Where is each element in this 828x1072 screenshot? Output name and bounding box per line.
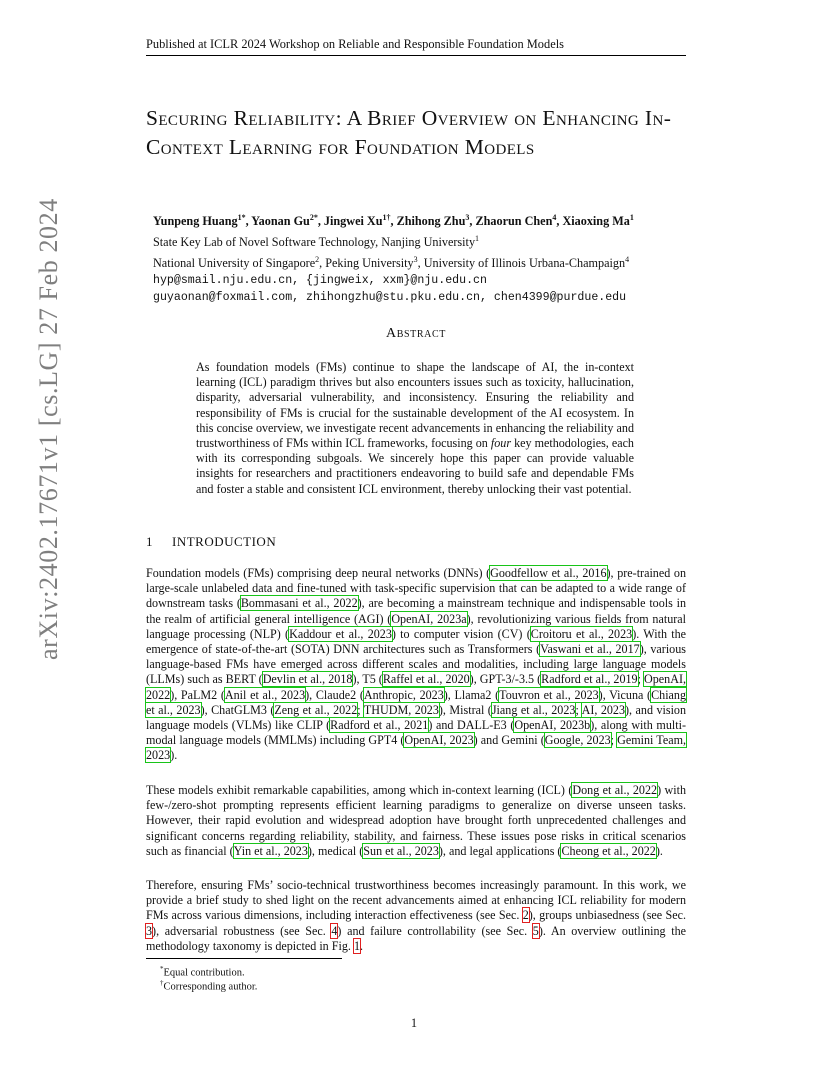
paragraph-text: ; (357, 702, 364, 717)
author-mark: 3 (465, 213, 470, 222)
header-rule (146, 55, 686, 56)
email-line-1: hyp@smail.nju.edu.cn, {jingweix, xxm}@nju.edu.cn (153, 274, 487, 288)
cross-reference-link[interactable]: 1 (353, 938, 360, 953)
citation-link[interactable]: Yin et al., 2023 (233, 843, 308, 858)
affiliation-mark: 4 (625, 255, 630, 265)
citation-link[interactable]: Google, 2023 (544, 733, 611, 748)
author-mark: 2* (309, 213, 318, 222)
paragraph-text: ) with few-/zero-shot prompting represents efficient learning paradigms to generalize on diverse unseen tasks. However, their rapid evolution and widespread adoption have brought forth unprecedented challenges and significant concerns regarding reliability, stability, and fairness. These issues pose risks in critical scenarios such as financial ( (146, 783, 686, 858)
paragraph-text: ), groups unbiasedness (see Sec. (528, 908, 686, 923)
paragraph-text: ), Llama2 ( (443, 687, 500, 702)
paragraph-text: ). (170, 748, 178, 763)
page-number: 1 (410, 1016, 418, 1030)
abstract-heading: Abstract (386, 326, 446, 341)
abstract-text-part: As foundation models (FMs) continue to shape the landscape of AI, the in-context learning (ICL) paradigm thrives but also encounters issues such as toxicity, hallucination, disparity, adversarial vulnerability, and inconsistency. Ensuring the reliability and responsibility of FMs is crucial for the sustainable development of the AI ecosystem. In this concise overview, we investigate recent advancements in enhancing the reliability and trustworthiness of FMs within ICL frameworks, focusing on (196, 360, 634, 451)
footnote-mark: † (160, 979, 164, 987)
author-name: Xiaoxing Ma (562, 214, 630, 229)
paragraph-text: Foundation models (FMs) comprising deep neural networks (DNNs) ( (146, 566, 491, 580)
citation-link[interactable]: AI, 2023 (581, 702, 626, 717)
citation-link[interactable]: Zeng et al., 2022 (274, 702, 358, 717)
author-mark: 1* (237, 213, 246, 222)
footnote-rule (146, 958, 342, 959)
footnote-mark: * (160, 965, 164, 973)
author-mark: 4 (552, 213, 557, 222)
author-name: Jingwei Xu (323, 214, 383, 229)
citation-link[interactable]: Goodfellow et al., 2016 (490, 566, 607, 580)
paragraph-text: ), GPT-3/-3.5 ( (469, 672, 542, 687)
arxiv-identifier: arXiv:2402.17671v1 [cs.LG] 27 Feb 2024 (34, 198, 63, 660)
author-mark: 1 (629, 213, 634, 222)
section-heading (146, 534, 276, 550)
paragraph-text: ), Mistral ( (438, 702, 492, 717)
citation-link[interactable]: OpenAI, 2023 (404, 733, 474, 748)
citation-link[interactable]: Vaswani et al., 2017 (540, 642, 640, 657)
citation-link[interactable]: Raffel et al., 2020 (382, 672, 470, 687)
paragraph-text: ), adversarial robustness (see Sec. (152, 923, 332, 938)
cross-reference-link[interactable]: 2 (522, 908, 529, 923)
citation-link[interactable]: OpenAI, 2023b (514, 718, 591, 733)
citation-link[interactable]: Gemini Team, 2023 (146, 733, 687, 763)
intro-paragraph-1 (146, 566, 686, 764)
running-head: Published at ICLR 2024 Workshop on Reliable and Responsible Foundation Models (146, 37, 564, 51)
citation-link[interactable]: Radford et al., 2021 (330, 718, 429, 733)
paragraph-text: ; (610, 733, 618, 748)
citation-link[interactable]: Dong et al., 2022 (572, 783, 658, 797)
author-mark: 1† (382, 213, 391, 222)
email-line-2: guyaonan@foxmail.com, zhihongzhu@stu.pku.edu.cn, chen4399@purdue.edu (153, 291, 627, 305)
citation-link[interactable]: Anil et al., 2023 (224, 687, 306, 702)
footnote-corresponding-author (160, 977, 257, 994)
citation-link[interactable]: Touvron et al., 2023 (499, 687, 599, 702)
citation-link[interactable]: Cheong et al., 2022 (561, 843, 656, 858)
paragraph-text: ) to computer vision (CV) ( (391, 626, 531, 641)
paragraph-text: ), and legal applications ( (438, 843, 562, 858)
citation-link[interactable]: OpenAI, 2022 (146, 672, 686, 702)
citation-link[interactable]: Jiang et al., 2023 (491, 702, 576, 717)
affiliation-line-1 (153, 230, 713, 251)
cross-reference-link[interactable]: 3 (146, 923, 153, 938)
paragraph-text: ; (575, 702, 582, 717)
paragraph-text: ), Vicuna ( (598, 687, 652, 702)
citation-link[interactable]: OpenAI, 2023a (391, 611, 467, 626)
intro-paragraph-3 (146, 878, 686, 954)
author-name: Zhihong Zhu (396, 214, 466, 229)
author-name: Zhaorun Chen (475, 214, 553, 229)
citation-link[interactable]: Croitoru et al., 2023 (530, 626, 633, 641)
paragraph-text: ), PaLM2 ( (170, 687, 225, 702)
affiliation-mark: 1 (475, 234, 480, 244)
citation-link[interactable]: Bommasani et al., 2022 (240, 596, 358, 611)
paragraph-text: ), pre-trained on large-scale unlabeled data and fine-tuned with task-specific supervision that can be adapted to a wide range of downstream tasks ( (146, 566, 686, 611)
section-title: INTRODUCTION (172, 534, 277, 549)
paragraph-text: ), medical ( (307, 843, 364, 858)
paper-title: Securing Reliability: A Brief Overview on Enhancing In-Context Learning for Foundation Models (146, 106, 672, 159)
cross-reference-link[interactable]: 4 (331, 923, 338, 938)
paragraph-text: ) and DALL-E3 ( (428, 718, 515, 733)
paragraph-text: These models exhibit remarkable capabilities, among which in-context learning (ICL) ( (146, 783, 573, 797)
footnote-text: Equal contribution. (163, 967, 245, 979)
paragraph-text: ), T5 ( (352, 672, 383, 687)
author-block (153, 209, 713, 306)
affiliation-text: , University of Illinois Urbana-Champaign (417, 256, 626, 271)
paragraph-text: ). With the emergence of state-of-the-art (SOTA) DNN architectures such as Transformers ( (146, 626, 687, 657)
affiliation-text: State Key Lab of Novel Software Technology, Nanjing University (153, 235, 476, 250)
paragraph-text: ) and Gemini ( (473, 733, 545, 748)
affiliation-line-2 (153, 251, 713, 272)
citation-link[interactable]: Chiang et al., 2023 (146, 687, 687, 717)
citation-link[interactable]: Kaddour et al., 2023 (289, 626, 392, 641)
author-names: Yunpeng Huang$^{1*}$, Yaonan $Gu^{2*}$, Jingwei $Xu^{1\dagger}$, Zhihong Zhu$^3$, Zhaorun Chen$^4$, Xiaoxing Ma$^1$ (153, 213, 634, 229)
paragraph-text: ), various language-based FMs have emerged across different scales and modalities, including large language models (LLMs) such as BERT ( (146, 642, 686, 687)
paragraph-text: Therefore, ensuring FMs’ socio-technical trustworthiness becomes increasingly paramount. In this work, we provide a brief study to shed light on the recent advancements aimed at enhancing ICL reliability for modern FMs across various dimensions, including interaction effectiveness (see Sec. (146, 878, 686, 923)
affiliation-mark: 2 (315, 255, 320, 265)
paragraph-text: ), ChatGLM3 ( (200, 702, 275, 717)
paragraph-text: ), and vision language models (VLMs) like CLIP ( (146, 702, 687, 733)
paragraph-text: ; (637, 672, 645, 687)
citation-link[interactable]: THUDM, 2023 (363, 702, 439, 717)
section-number: 1 (146, 534, 153, 549)
author-name: Yunpeng Huang (153, 214, 238, 229)
paragraph-text: ), along with multi-modal language models (MMLMs) including GPT4 ( (146, 718, 686, 748)
paragraph-text: . (359, 938, 364, 953)
abstract-italic: four (490, 436, 512, 451)
affiliation-text: , Peking University (319, 256, 414, 271)
citation-link[interactable]: Anthropic, 2023 (363, 687, 444, 702)
citation-link[interactable]: Sun et al., 2023 (363, 843, 439, 858)
affiliation-text: National University of Singapore (153, 256, 316, 271)
cross-reference-link[interactable]: 5 (532, 923, 539, 938)
paragraph-text: ). (655, 843, 663, 858)
abstract-body (196, 360, 634, 497)
paragraph-text: ), revolutionizing various fields from natural language processing (NLP) ( (146, 611, 686, 641)
affiliation-mark: 3 (413, 255, 418, 265)
citation-link[interactable]: Radford et al., 2019 (541, 672, 638, 687)
footnote-text: Corresponding author. (163, 981, 258, 993)
abstract-text-part: key methodologies, each with its corresponding subgoals. We sincerely hope this paper can provide valuable insights for researchers and practitioners endeavoring to build safe and dependable FMs and foster a stable and consistent ICL environment, thereby unlocking their vast potential. (196, 436, 634, 496)
paragraph-text: ), are becoming a mainstream technique and indispensable tools in the realm of artificial general intelligence (AGI) ( (146, 596, 687, 626)
paragraph-text: ) and failure controllability (see Sec. (337, 923, 533, 938)
intro-paragraph-2 (146, 783, 686, 859)
author-name: Yaonan Gu (251, 214, 310, 229)
paragraph-text: ), Claude2 ( (305, 687, 364, 702)
paragraph-text: ). An overview outlining the methodology taxonomy is depicted in Fig. (146, 923, 686, 953)
citation-link[interactable]: Devlin et al., 2018 (262, 672, 353, 687)
